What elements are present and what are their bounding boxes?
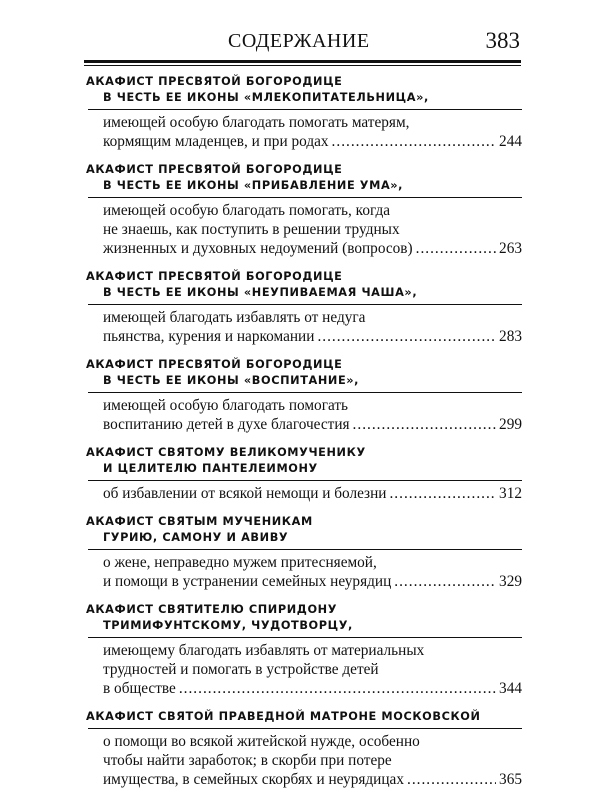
toc-entry bbox=[86, 74, 522, 151]
toc-entry-last-line bbox=[103, 327, 522, 346]
toc-entry-title-line: АКАФИСТ СВЯТОМУ ВЕЛИКОМУЧЕНИКУ bbox=[86, 446, 366, 459]
toc-entry bbox=[86, 162, 522, 258]
toc-entry-description-line: о помощи во всякой житейской нужде, особенно bbox=[103, 733, 420, 750]
toc-entry-description bbox=[86, 732, 522, 789]
toc-entry-description bbox=[86, 396, 522, 434]
toc-entry-title bbox=[86, 445, 522, 477]
toc-entry-title bbox=[86, 74, 522, 106]
toc-entry-title-line: ГУРИЮ, САМОНУ И АВИВУ bbox=[103, 531, 289, 544]
toc-entry-divider bbox=[88, 637, 522, 638]
toc-entry bbox=[86, 709, 522, 789]
header-rule-thin bbox=[84, 65, 521, 66]
toc-entry-description-line: в обществе bbox=[103, 680, 176, 697]
toc-entry-description-line: об избавлении от всякой немощи и болезни bbox=[103, 485, 387, 502]
toc-entry-description-line: о жене, неправедно мужем притесняемой, bbox=[103, 554, 377, 571]
page-number: 383 bbox=[485, 28, 520, 53]
toc-entry-title bbox=[86, 709, 522, 725]
toc-entry-description bbox=[86, 641, 522, 698]
toc-entry-divider bbox=[88, 109, 522, 110]
toc-entry-divider bbox=[88, 549, 522, 550]
page-header bbox=[84, 30, 520, 56]
toc-entry-title bbox=[86, 162, 522, 194]
toc-entry-page-number: 344 bbox=[499, 680, 522, 697]
toc-entry bbox=[86, 357, 522, 434]
toc-entry-description bbox=[86, 201, 522, 258]
toc-entry-page-number: 312 bbox=[499, 485, 522, 502]
toc-entry-page-number: 283 bbox=[499, 328, 522, 345]
toc-entry-description bbox=[86, 113, 522, 151]
toc-entry-title-line: АКАФИСТ ПРЕСВЯТОЙ БОГОРОДИЦЕ bbox=[86, 75, 343, 88]
toc-entry-description-line: и помощи в устранении семейных неурядиц bbox=[103, 573, 392, 590]
toc-entry-page-number: 329 bbox=[499, 573, 522, 590]
toc-entry-last-line bbox=[103, 679, 522, 698]
toc-entry-title-line: В ЧЕСТЬ ЕЕ ИКОНЫ «МЛЕКОПИТАТЕЛЬНИЦА», bbox=[103, 91, 429, 104]
toc-entry-title-line: АКАФИСТ ПРЕСВЯТОЙ БОГОРОДИЦЕ bbox=[86, 270, 343, 283]
toc-entry-description bbox=[86, 484, 522, 503]
toc-entry-description bbox=[86, 553, 522, 591]
toc-entry bbox=[86, 514, 522, 591]
toc-entry-title-line: АКАФИСТ СВЯТИТЕЛЮ СПИРИДОНУ bbox=[86, 603, 338, 616]
toc-entry-page-number: 244 bbox=[499, 133, 522, 150]
toc-entry-page-number: 365 bbox=[499, 771, 522, 788]
toc-entry-description-line: чтобы найти заработок; в скорби при потере bbox=[103, 752, 392, 769]
dot-leader bbox=[317, 327, 496, 346]
toc-entry-divider bbox=[88, 197, 522, 198]
toc-entry-last-line bbox=[103, 770, 522, 789]
toc-entry-title-line: АКАФИСТ ПРЕСВЯТОЙ БОГОРОДИЦЕ bbox=[86, 163, 343, 176]
toc-entry-title-line: АКАФИСТ СВЯТОЙ ПРАВЕДНОЙ МАТРОНЕ МОСКОВСКОЙ bbox=[86, 710, 481, 723]
toc-entry-title-line: АКАФИСТ ПРЕСВЯТОЙ БОГОРОДИЦЕ bbox=[86, 358, 343, 371]
toc-entry-title-line: В ЧЕСТЬ ЕЕ ИКОНЫ «ВОСПИТАНИЕ», bbox=[103, 374, 360, 387]
toc-entry-title-line: И ЦЕЛИТЕЛЮ ПАНТЕЛЕИМОНУ bbox=[103, 462, 318, 475]
toc-entry-title-line: АКАФИСТ СВЯТЫМ МУЧЕНИКАМ bbox=[86, 515, 313, 528]
toc-entry-description-line: имеющей благодать избавлять от недуга bbox=[103, 309, 366, 326]
toc-entry-description-line: воспитанию детей в духе благочестия bbox=[103, 416, 350, 433]
toc-entry-divider bbox=[88, 304, 522, 305]
toc-entry-description-line: не знаешь, как поступить в решении трудных bbox=[103, 221, 400, 238]
dot-leader bbox=[353, 415, 497, 434]
toc-entry-title bbox=[86, 269, 522, 301]
toc-entry bbox=[86, 445, 522, 503]
header-rule-thick bbox=[84, 60, 521, 63]
dot-leader bbox=[416, 239, 496, 258]
toc-entry-description-line: имеющей особую благодать помогать bbox=[103, 397, 349, 414]
dot-leader bbox=[389, 484, 496, 503]
toc-entry-last-line bbox=[103, 132, 522, 151]
toc-entry-description-line: имеющей особую благодать помогать матерям, bbox=[103, 114, 410, 131]
toc-entry-last-line bbox=[103, 415, 522, 434]
toc-entry-last-line bbox=[103, 239, 522, 258]
toc-entry-page-number: 263 bbox=[499, 240, 522, 257]
dot-leader bbox=[407, 770, 496, 789]
toc-entry bbox=[86, 269, 522, 346]
toc-entry-description-line: трудностей и помогать в устройстве детей bbox=[103, 661, 379, 678]
toc-entry-divider bbox=[88, 392, 522, 393]
dot-leader bbox=[179, 679, 496, 698]
toc-entry-divider bbox=[88, 728, 522, 729]
toc-entry-title bbox=[86, 602, 522, 634]
toc-entry-description-line: жизненных и духовных недоумений (вопросов) bbox=[103, 240, 413, 257]
toc-entry-description-line: имущества, в семейных скорбях и неурядицах bbox=[103, 771, 404, 788]
toc-entry-last-line bbox=[103, 572, 522, 591]
dot-leader bbox=[394, 572, 496, 591]
toc-entry-title bbox=[86, 514, 522, 546]
toc-entry-divider bbox=[88, 480, 522, 481]
toc-entry-title-line: В ЧЕСТЬ ЕЕ ИКОНЫ «ПРИБАВЛЕНИЕ УМА», bbox=[103, 179, 404, 192]
dot-leader bbox=[332, 132, 497, 151]
running-title: СОДЕРЖАНИЕ bbox=[228, 30, 370, 52]
toc-entry-title bbox=[86, 357, 522, 389]
toc-entry-description-line: кормящим младенцев, и при родах bbox=[103, 133, 329, 150]
toc-entry-title-line: В ЧЕСТЬ ЕЕ ИКОНЫ «НЕУПИВАЕМАЯ ЧАША», bbox=[103, 286, 418, 299]
toc-entry-last-line bbox=[103, 484, 522, 503]
toc-entry-page-number: 299 bbox=[499, 416, 522, 433]
toc-entry-description-line: пьянства, курения и наркомании bbox=[103, 328, 315, 345]
toc-entry-description-line: имеющему благодать избавлять от материальных bbox=[103, 642, 425, 659]
table-of-contents bbox=[86, 74, 522, 800]
toc-entry-description bbox=[86, 308, 522, 346]
toc-entry-description-line: имеющей особую благодать помогать, когда bbox=[103, 202, 391, 219]
toc-entry bbox=[86, 602, 522, 698]
toc-entry-title-line: ТРИМИФУНТСКОМУ, ЧУДОТВОРЦУ, bbox=[103, 619, 353, 632]
